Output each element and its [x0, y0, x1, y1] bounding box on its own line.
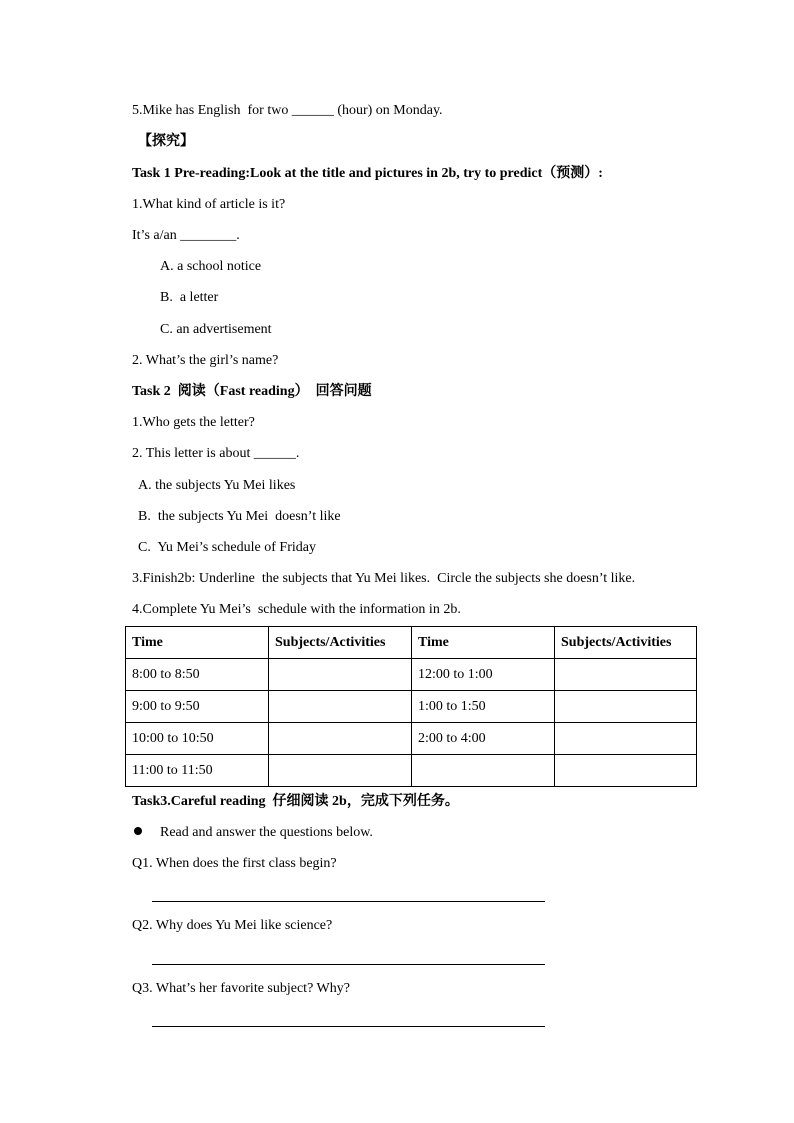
- table-row: [126, 723, 697, 755]
- header-time-2: Time: [412, 627, 555, 659]
- subject-cell[interactable]: [555, 723, 697, 755]
- time-cell: 1:00 to 1:50: [412, 691, 555, 723]
- time-cell: 8:00 to 8:50: [126, 659, 269, 691]
- subject-cell[interactable]: [269, 659, 412, 691]
- schedule-table: [125, 626, 697, 787]
- task1-question-2: 2. What’s the girl’s name?: [132, 353, 279, 368]
- answer-line-1[interactable]: [152, 901, 545, 902]
- time-cell: 2:00 to 4:00: [412, 723, 555, 755]
- subject-cell[interactable]: [555, 755, 697, 787]
- subject-cell[interactable]: [269, 723, 412, 755]
- task3-heading: Task3.Careful reading 仔细阅读 2b，完成下列任务。: [132, 794, 459, 809]
- explore-heading: 【探究】: [138, 134, 194, 149]
- task1-question-1: 1.What kind of article is it?: [132, 197, 286, 212]
- q5-line: 5.Mike has English for two ______ (hour) on Monday.: [132, 103, 443, 118]
- task1-answer-blank: It’s a/an ________.: [132, 228, 240, 243]
- task2-question-2: 2. This letter is about ______.: [132, 446, 300, 461]
- task3-question-3: Q3. What’s her favorite subject? Why?: [132, 981, 350, 996]
- table-row: [126, 659, 697, 691]
- task2-heading: Task 2 阅读（Fast reading） 回答问题: [132, 384, 372, 399]
- task1-heading: Task 1 Pre-reading:Look at the title and pictures in 2b, try to predict（预测）:: [132, 166, 603, 181]
- subject-cell[interactable]: [555, 659, 697, 691]
- task1-option-b: B. a letter: [160, 290, 219, 305]
- subject-cell[interactable]: [269, 691, 412, 723]
- task2-question-3: 3.Finish2b: Underline the subjects that Yu Mei likes. Circle the subjects she doesn’t like.: [132, 571, 636, 586]
- bullet-icon: [134, 827, 142, 835]
- table-row: [126, 691, 697, 723]
- answer-line-3[interactable]: [152, 1026, 545, 1027]
- task2-option-a: A. the subjects Yu Mei likes: [138, 478, 296, 493]
- task2-option-b: B. the subjects Yu Mei doesn’t like: [138, 509, 341, 524]
- header-subjects-2: Subjects/Activities: [555, 627, 697, 659]
- subject-cell[interactable]: [555, 691, 697, 723]
- time-cell: 10:00 to 10:50: [126, 723, 269, 755]
- task3-question-2: Q2. Why does Yu Mei like science?: [132, 918, 333, 933]
- schedule-header-row: [126, 627, 697, 659]
- task3-intro: Read and answer the questions below.: [160, 825, 373, 840]
- time-cell: 9:00 to 9:50: [126, 691, 269, 723]
- answer-line-2[interactable]: [152, 964, 545, 965]
- task3-question-1: Q1. When does the first class begin?: [132, 856, 337, 871]
- table-row: [126, 755, 697, 787]
- time-cell: [412, 755, 555, 787]
- subject-cell[interactable]: [269, 755, 412, 787]
- time-cell: 12:00 to 1:00: [412, 659, 555, 691]
- header-subjects-1: Subjects/Activities: [269, 627, 412, 659]
- header-time-1: Time: [126, 627, 269, 659]
- task2-question-4: 4.Complete Yu Mei’s schedule with the information in 2b.: [132, 602, 461, 617]
- task1-option-a: A. a school notice: [160, 259, 262, 274]
- task2-option-c: C. Yu Mei’s schedule of Friday: [138, 540, 316, 555]
- task1-option-c: C. an advertisement: [160, 322, 272, 337]
- task2-question-1: 1.Who gets the letter?: [132, 415, 255, 430]
- time-cell: 11:00 to 11:50: [126, 755, 269, 787]
